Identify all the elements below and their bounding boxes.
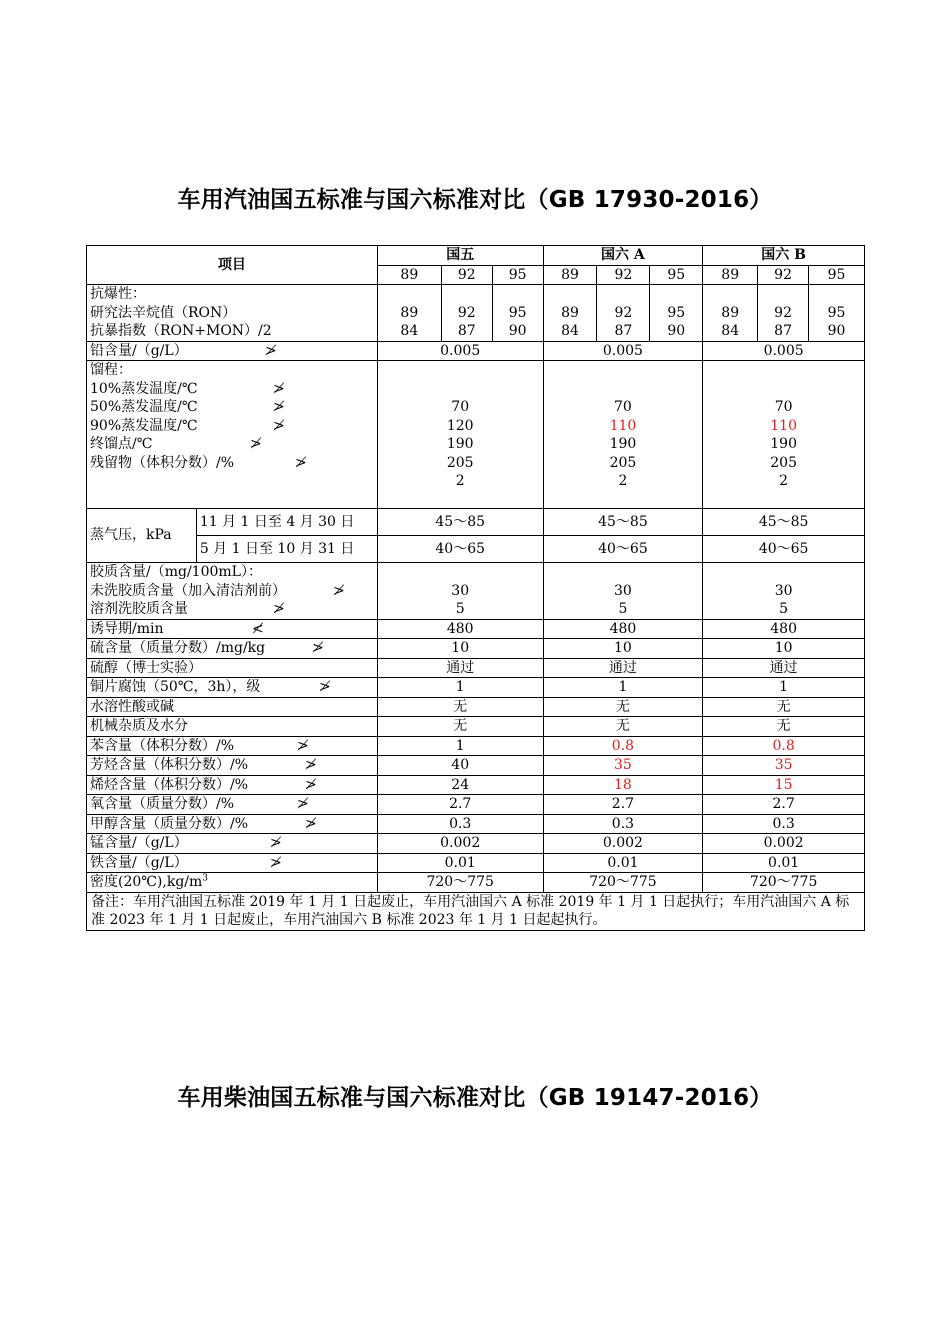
row-distillation (87, 361, 865, 509)
row-label: 硫含量（质量分数）/mg/kg ≯ (87, 639, 378, 659)
max-mark: ≯ (273, 399, 285, 415)
lead-label: 铅含量/（g/L） ≯ (87, 341, 378, 361)
row-value: 480 (377, 619, 543, 639)
row-lead (87, 341, 865, 361)
max-mark: ≯ (312, 640, 324, 656)
vapor-value: 40～65 (703, 536, 865, 563)
ron-value: 89 (721, 304, 740, 321)
ron-value: 95 (827, 304, 846, 321)
max-mark: ≯ (273, 417, 285, 434)
row-value: 0.3 (377, 814, 543, 834)
gum-guo6b: 30 5 (703, 563, 865, 620)
header-item: 项目 (87, 246, 378, 285)
page-title-gasoline: 车用汽油国五标准与国六标准对比（GB 17930-2016） (177, 187, 773, 213)
grade-92: 92 (597, 265, 650, 285)
row-value: 通过 (543, 658, 703, 678)
distillation-label: 馏程： 10%蒸发温度/℃ ≯ 50%蒸发温度/℃ ≯ 90%蒸发温度/℃ ≯ 终馏点/℃ ≯ 残留物（体积分数）/% ≯ (87, 361, 378, 509)
aki-value: 87 (774, 323, 792, 339)
header-group-guo6a: 国六 A (543, 246, 703, 266)
max-mark: ≯ (273, 380, 285, 397)
lead-value: 0.005 (703, 341, 865, 361)
row-sulfur (87, 639, 865, 659)
row-value: 480 (703, 619, 865, 639)
row-benzene (87, 736, 865, 756)
row-value: 0.8 (543, 736, 703, 756)
density-unit-sup: 3 (202, 873, 209, 884)
gum-guo5: 30 5 (377, 563, 543, 620)
row-value: 15 (703, 775, 865, 795)
max-mark: ≯ (270, 835, 282, 851)
aki-value: 87 (614, 323, 633, 339)
max-mark: ≯ (305, 757, 317, 773)
row-value: 2.7 (377, 795, 543, 815)
row-iron (87, 853, 865, 873)
row-label: 硫醇（博士实验） (87, 658, 378, 678)
ron-value: 92 (614, 304, 633, 321)
vapor-value: 40～65 (377, 536, 543, 563)
max-mark: ≯ (319, 679, 331, 695)
row-value: 0.3 (703, 814, 865, 834)
row-value: 2.7 (543, 795, 703, 815)
vapor-period-1: 11 月 1 日至 4 月 30 日 (196, 509, 377, 536)
vapor-value: 45～85 (543, 509, 703, 536)
row-label: 铜片腐蚀（50℃，3h），级 ≯ (87, 678, 378, 698)
row-value: 1 (377, 678, 543, 698)
row-value: 无 (703, 717, 865, 737)
header-group-guo5: 国五 (377, 246, 543, 266)
vapor-period-2: 5 月 1 日至 10 月 31 日 (196, 536, 377, 563)
ron-label: 研究法辛烷值（RON） (90, 304, 237, 321)
density-value: 720～775 (543, 873, 703, 893)
row-antiknock (87, 285, 865, 342)
row-value: 10 (377, 639, 543, 659)
aki-value: 90 (508, 323, 527, 339)
min-mark: ≮ (252, 620, 264, 637)
row-value: 0.3 (543, 814, 703, 834)
row-value: 无 (543, 717, 703, 737)
row-label: 烯烃含量（体积分数）/% ≯ (87, 775, 378, 795)
row-value: 0.002 (543, 834, 703, 854)
row-manganese (87, 834, 865, 854)
row-value: 无 (543, 697, 703, 717)
aki-value: 84 (721, 323, 740, 339)
row-oxygen (87, 795, 865, 815)
ron-value: 95 (667, 304, 686, 321)
row-value: 0.8 (703, 736, 865, 756)
grade-89: 89 (543, 265, 597, 285)
row-label: 机械杂质及水分 (87, 717, 378, 737)
max-mark: ≯ (333, 582, 345, 599)
row-label: 锰含量/（g/L） ≯ (87, 834, 378, 854)
grade-95: 95 (492, 265, 543, 285)
distillation-guo6a: 70 110 190 205 2 (543, 361, 703, 509)
grade-95: 95 (809, 265, 865, 285)
gum-label: 胶质含量/（mg/100mL）： 未洗胶质含量（加入清洁剂前） ≯ 溶剂洗胶质含量 ≯ (87, 563, 378, 620)
distillation-heading: 馏程： (90, 362, 132, 378)
antiknock-heading: 抗爆性： (90, 286, 146, 302)
row-value: 35 (703, 756, 865, 776)
row-value: 无 (703, 697, 865, 717)
max-mark: ≯ (297, 796, 309, 812)
aki-value: 84 (561, 323, 579, 339)
aki-value: 87 (457, 323, 476, 339)
row-value: 无 (377, 697, 543, 717)
row-value: 通过 (703, 658, 865, 678)
row-olefins (87, 775, 865, 795)
row-vapor-2 (87, 536, 865, 563)
table-note: 备注：车用汽油国五标准 2019 年 1 月 1 日起废止，车用汽油国六 A 标准 2019 年 1 月 1 日起执行；车用汽油国六 A 标准 2023 年 1 月 1 日起废止，车用汽油国六 B 标准 2023 年 1 月 1 日起起执行。 (87, 892, 865, 930)
row-methanol (87, 814, 865, 834)
vapor-label: 蒸气压，kPa (87, 509, 197, 563)
row-label: 苯含量（体积分数）/% ≯ (87, 736, 378, 756)
row-value: 10 (543, 639, 703, 659)
row-copper-corrosion (87, 678, 865, 698)
grade-92: 92 (758, 265, 809, 285)
row-value: 24 (377, 775, 543, 795)
row-value: 0.01 (543, 853, 703, 873)
aki-value: 90 (827, 323, 846, 339)
row-value: 0.002 (377, 834, 543, 854)
lead-value: 0.005 (543, 341, 703, 361)
row-value: 480 (543, 619, 703, 639)
density-value: 720～775 (377, 873, 543, 893)
grade-89: 89 (377, 265, 441, 285)
ron-value: 92 (457, 304, 476, 321)
row-value: 2.7 (703, 795, 865, 815)
ron-value: 92 (774, 304, 792, 321)
grade-95: 95 (650, 265, 703, 285)
vapor-value: 45～85 (377, 509, 543, 536)
row-value: 通过 (377, 658, 543, 678)
row-label: 氧含量（质量分数）/% ≯ (87, 795, 378, 815)
row-gum (87, 563, 865, 620)
antiknock-label (87, 285, 378, 342)
row-induction-period (87, 619, 865, 639)
row-label: 水溶性酸或碱 (87, 697, 378, 717)
vapor-value: 40～65 (543, 536, 703, 563)
max-mark: ≯ (273, 601, 285, 617)
density-value: 720～775 (703, 873, 865, 893)
row-value: 35 (543, 756, 703, 776)
row-density (87, 873, 865, 893)
gum-heading: 胶质含量/（mg/100mL）： (90, 564, 262, 580)
aki-value: 90 (667, 323, 686, 339)
max-mark: ≯ (250, 436, 262, 452)
distillation-guo6b: 70 110 190 205 2 (703, 361, 865, 509)
row-value: 1 (543, 678, 703, 698)
row-mercaptan (87, 658, 865, 678)
row-mechanical-impurities (87, 717, 865, 737)
aki-value: 84 (400, 323, 419, 339)
max-mark: ≯ (297, 737, 309, 754)
row-label: 诱导期/min ≮ (87, 619, 378, 639)
page-title-diesel: 车用柴油国五标准与国六标准对比（GB 19147-2016） (177, 1085, 773, 1111)
distillation-guo5: 70 120 190 205 2 (377, 361, 543, 509)
gum-guo6a: 30 5 (543, 563, 703, 620)
row-label: 芳烃含量（体积分数）/% ≯ (87, 756, 378, 776)
max-mark: ≯ (295, 454, 307, 471)
row-value: 10 (703, 639, 865, 659)
row-label: 甲醇含量（质量分数）/% ≯ (87, 814, 378, 834)
row-value: 40 (377, 756, 543, 776)
row-value: 1 (377, 736, 543, 756)
lead-value: 0.005 (377, 341, 543, 361)
row-value: 无 (377, 717, 543, 737)
max-mark: ≯ (265, 342, 277, 359)
row-note (87, 892, 865, 930)
row-value: 0.01 (703, 853, 865, 873)
grade-89: 89 (703, 265, 758, 285)
header-group-guo6b: 国六 B (703, 246, 865, 266)
max-mark: ≯ (305, 776, 317, 793)
row-value: 0.01 (377, 853, 543, 873)
aki-label: 抗暴指数（RON+MON）/2 (90, 323, 272, 339)
density-label: 密度$(20℃),kg/m^3$ (87, 873, 378, 893)
ron-value: 95 (508, 304, 527, 321)
row-water-soluble-acid (87, 697, 865, 717)
grade-92: 92 (441, 265, 492, 285)
row-aromatics (87, 756, 865, 776)
row-label: 铁含量/（g/L） ≯ (87, 853, 378, 873)
row-value: 0.002 (703, 834, 865, 854)
gasoline-standard-table (86, 245, 865, 931)
max-mark: ≯ (305, 815, 317, 832)
ron-value: 89 (400, 304, 419, 321)
ron-value: 89 (561, 304, 579, 321)
vapor-value: 45～85 (703, 509, 865, 536)
row-value: 1 (703, 678, 865, 698)
row-vapor-1 (87, 509, 865, 536)
max-mark: ≯ (270, 854, 282, 871)
row-value: 18 (543, 775, 703, 795)
